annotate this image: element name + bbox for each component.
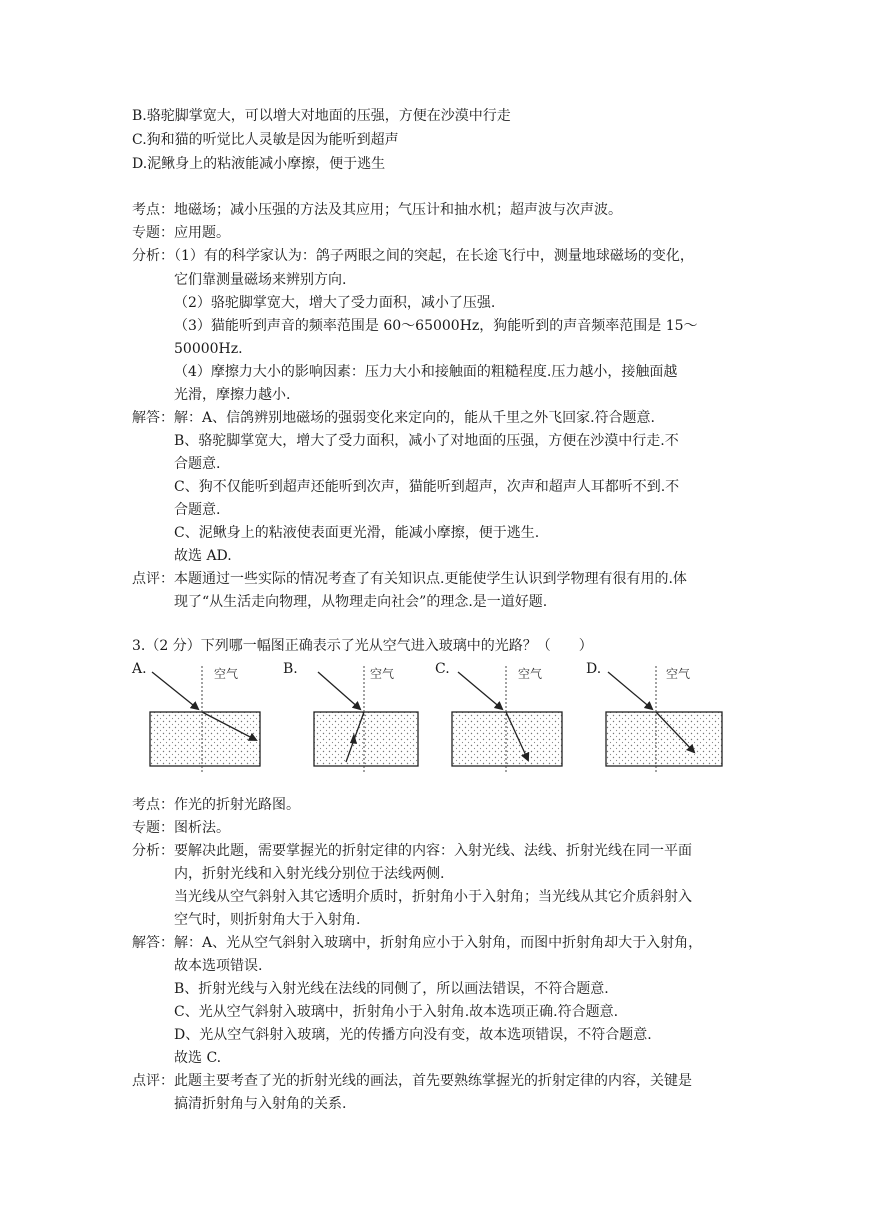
refraction-figure-c: [440, 660, 580, 775]
q3-kaodian: 考点：作光的折射光路图。: [132, 797, 300, 813]
air-label: 空气: [666, 667, 691, 681]
q2-fenxi-line: （3）猫能听到声音的频率范围是 60～65000Hz，狗能听到的声音频率范围是 15～: [174, 318, 698, 334]
q2-jieda-line: 合题意.: [174, 456, 221, 472]
figure-a-label: A.: [132, 661, 147, 677]
glass-block: [150, 712, 260, 766]
incident-ray: [608, 672, 652, 709]
q2-jieda-line: C、泥鳅身上的粘液使表面更光滑，能减小摩擦，便于逃生.: [174, 525, 540, 541]
q2-dianping-line: 现了“从生活走向物理，从物理走向社会”的理念.是一道好题.: [174, 594, 548, 610]
q2-jieda-line: C、狗不仅能听到超声还能听到次声，猫能听到超声，次声和超声人耳都听不到.不: [174, 479, 680, 495]
figure-b-label: B.: [283, 661, 298, 677]
air-label: 空气: [214, 667, 239, 681]
q3-jieda-line: 故本选项错误.: [174, 958, 263, 974]
q3-jieda-line: D、光从空气斜射入玻璃，光的传播方向没有变，故本选项错误，不符合题意.: [174, 1027, 652, 1043]
q2-jieda-line: 故选 AD.: [174, 548, 232, 564]
q3-fenxi-line: 当光线从空气斜射入其它透明介质时，折射角小于入射角；当光线从其它介质斜射入: [174, 889, 692, 905]
q3-jieda-line: B、折射光线与入射光线在法线的同侧了，所以画法错误，不符合题意.: [174, 981, 609, 997]
q2-fenxi-line: 它们靠测量磁场来辨别方向.: [174, 272, 347, 288]
glass-block: [314, 712, 418, 766]
q3-zhuanti: 专题：图析法。: [132, 820, 230, 836]
figure-c-label: C.: [435, 661, 450, 677]
glass-block: [452, 712, 562, 766]
q2-jieda-line: 合题意.: [174, 502, 221, 518]
refraction-figure-d: [594, 660, 734, 775]
incident-ray: [458, 672, 502, 709]
q3-fenxi-line: 分析：要解决此题，需要掌握光的折射定律的内容：入射光线、法线、折射光线在同一平面: [132, 843, 692, 859]
q2-jieda-line: B、骆驼脚掌宽大，增大了受力面积，减小了对地面的压强，方便在沙漠中行走.不: [174, 433, 679, 449]
figure-d-label: D.: [586, 661, 602, 677]
q2-fenxi-line: 50000Hz.: [174, 341, 243, 357]
q2-fenxi-line: （4）摩擦力大小的影响因素：压力大小和接触面的粗糙程度.压力越小，接触面越: [174, 364, 678, 380]
q2-zhuanti: 专题：应用题。: [132, 225, 230, 241]
q2-fenxi-line: 光滑，摩擦力越小.: [174, 387, 291, 403]
q3-question: 3.（2 分）下列哪一幅图正确表示了光从空气进入玻璃中的光路？（ ）: [132, 638, 593, 654]
q3-jieda-line: 故选 C.: [174, 1050, 222, 1066]
q2-fenxi-line: （2）骆驼脚掌宽大，增大了受力面积，减小了压强.: [174, 295, 496, 311]
q2-dianping-line: 点评：本题通过一些实际的情况考查了有关知识点.更能使学生认识到学物理有很有用的.体: [132, 571, 687, 587]
q2-fenxi-line: 分析：（1）有的科学家认为：鸽子两眼之间的突起，在长途飞行中，测量地球磁场的变化，: [132, 248, 694, 264]
air-label: 空气: [518, 667, 543, 681]
q3-fenxi-line: 空气时，则折射角大于入射角.: [174, 912, 361, 928]
q2-kaodian: 考点：地磁场；减小压强的方法及其应用；气压计和抽水机；超声波与次声波。: [132, 202, 622, 218]
q3-dianping-line: 点评：此题主要考查了光的折射光线的画法，首先要熟练掌握光的折射定律的内容，关键是: [132, 1073, 692, 1089]
incident-ray: [152, 672, 198, 709]
incident-ray: [318, 672, 360, 709]
q3-dianping-line: 搞清折射角与入射角的关系.: [174, 1096, 347, 1112]
q2-jieda-line: 解答：解：A、信鸽辨别地磁场的强弱变化来定向的，能从千里之外飞回家.符合题意.: [132, 410, 656, 426]
q2-option-c: C.狗和猫的听觉比人灵敏是因为能听到超声: [132, 132, 399, 148]
q3-jieda-line: C、光从空气斜射入玻璃中，折射角小于入射角.故本选项正确.符合题意.: [174, 1004, 619, 1020]
q3-fenxi-line: 内，折射光线和入射光线分别位于法线两侧.: [174, 866, 445, 882]
refraction-figure-a: [132, 660, 272, 775]
air-label: 空气: [370, 667, 395, 681]
q3-jieda-line: 解答：解：A、光从空气斜射入玻璃中，折射角应小于入射角，而图中折射角却大于入射角，: [132, 935, 703, 951]
refraction-figure-b: [298, 660, 428, 775]
q2-option-d: D.泥鳅身上的粘液能减小摩擦，便于逃生: [132, 156, 386, 172]
q2-option-b: B.骆驼脚掌宽大，可以增大对地面的压强，方便在沙漠中行走: [132, 108, 511, 124]
